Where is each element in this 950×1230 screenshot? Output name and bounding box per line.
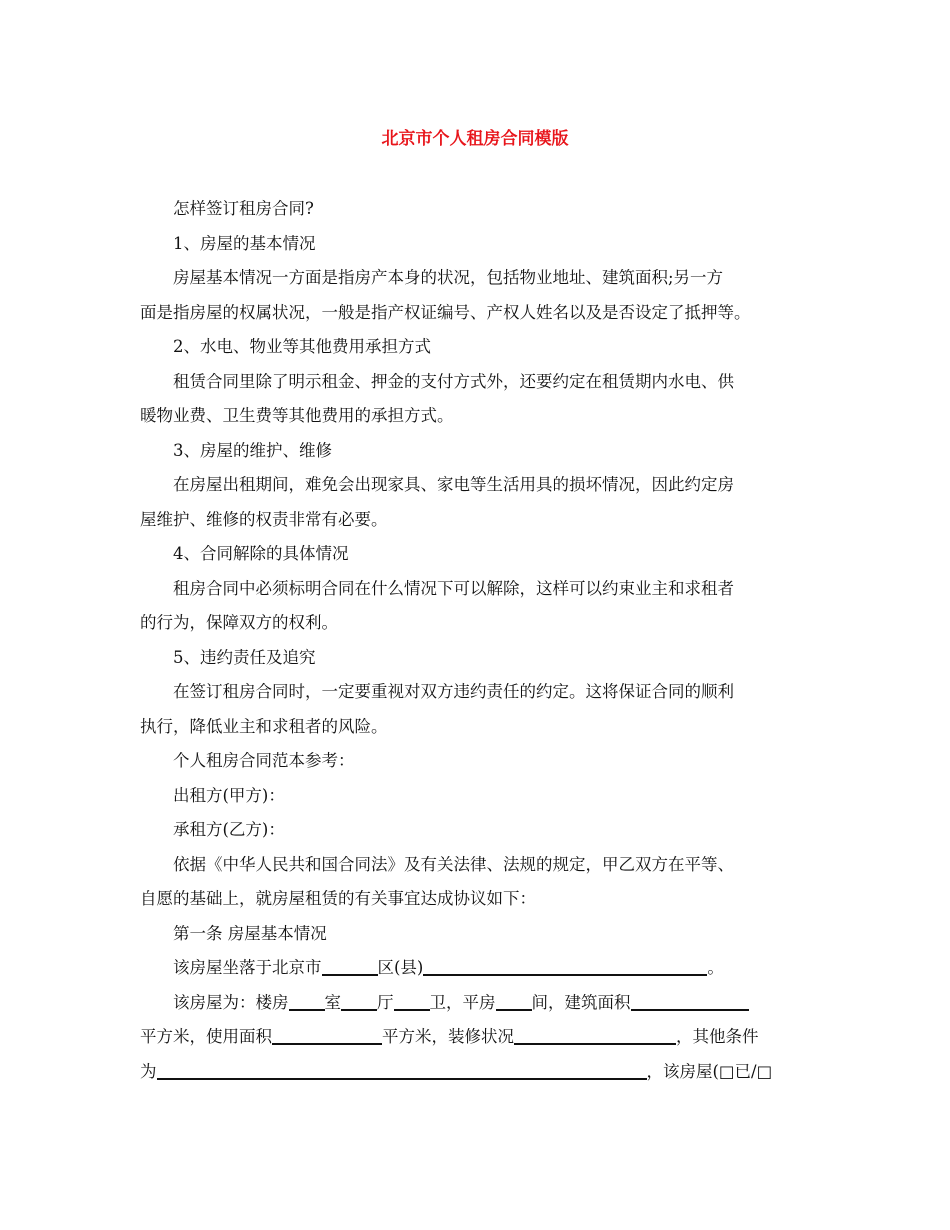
- rooms-blank[interactable]: [289, 992, 325, 1011]
- other-conditions-blank[interactable]: [157, 1061, 647, 1080]
- heading-utilities: 2、水电、物业等其他费用承担方式: [173, 337, 431, 356]
- bungalow-rooms-blank[interactable]: [496, 992, 532, 1011]
- house-info-paragraph: 该房屋为：楼房 室 厅 卫，平房 间，建筑面积 平方米，使用面积 平方米，装修状况 ，其他条件 为 ，该房屋(□已/□: [140, 992, 773, 1081]
- heading-termination: 4、合同解除的具体情况: [173, 544, 349, 563]
- halls-blank[interactable]: [341, 992, 377, 1011]
- heading-basic-info: 1、房屋的基本情况: [173, 233, 316, 253]
- lessor-label: 出租方(甲方)：: [173, 785, 285, 805]
- heading-liability: 5、违约责任及追究: [173, 647, 316, 667]
- address-blank[interactable]: [423, 958, 707, 977]
- paragraph-maintenance: 在房屋出租期间，难免会出现家具、家电等生活用具的损坏情况，因此约定房 屋维护、维修的权责非常有必要。: [140, 475, 734, 529]
- paragraph-legal-basis: 依据《中华人民共和国合同法》及有关法律、法规的规定，甲乙双方在平等、 自愿的基础上，就房屋租赁的有关事宜达成协议如下：: [140, 854, 734, 908]
- paragraph-utilities: 租赁合同里除了明示租金、押金的支付方式外，还要约定在租赁期内水电、供 暖物业费、卫生费等其他费用的承担方式。: [140, 371, 734, 425]
- document-body: [140, 192, 812, 1089]
- paragraph-termination: 租房合同中必须标明合同在什么情况下可以解除，这样可以约束业主和求租者 的行为，保障双方的权利。: [140, 578, 734, 632]
- lessee-label: 承租方(乙方)：: [173, 820, 285, 839]
- paragraph-sample-reference: 个人租房合同范本参考：: [173, 751, 355, 770]
- district-blank[interactable]: [322, 958, 378, 977]
- document-title: 北京市个人租房合同模版: [381, 129, 569, 149]
- paragraph-how-to-sign: 怎样签订租房合同?: [173, 199, 314, 218]
- location-line: 该房屋坐落于北京市 区(县) 。: [173, 958, 724, 977]
- paragraph-liability: 在签订租房合同时，一定要重视对双方违约责任的约定。这将保证合同的顺利 执行，降低业主和求租者的风险。: [140, 682, 734, 736]
- paragraph-basic-info: 房屋基本情况一方面是指房产本身的状况，包括物业地址、建筑面积;另一方 面是指房屋的权属状况，一般是指产权证编号、产权人姓名以及是否设定了抵押等。: [140, 268, 751, 322]
- heading-maintenance: 3、房屋的维护、维修: [173, 440, 332, 460]
- decoration-blank[interactable]: [514, 1027, 676, 1046]
- building-area-blank[interactable]: [631, 992, 749, 1011]
- article-1-heading: 第一条 房屋基本情况: [173, 923, 327, 943]
- usable-area-blank[interactable]: [272, 1027, 382, 1046]
- baths-blank[interactable]: [394, 992, 430, 1011]
